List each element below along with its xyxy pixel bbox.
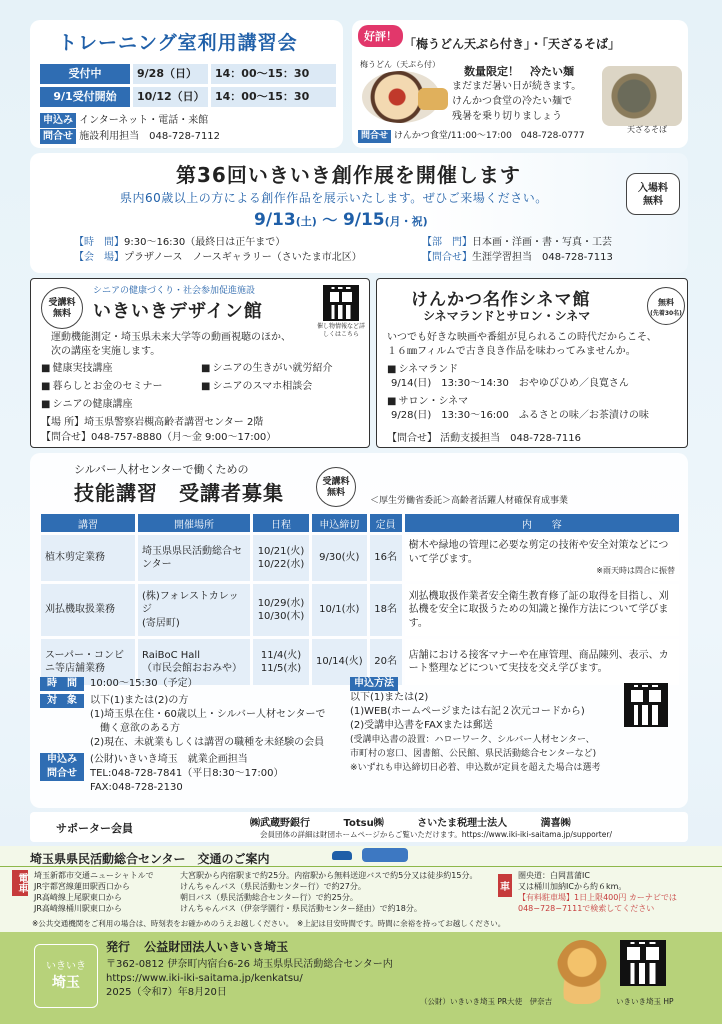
- access-section: [0, 846, 722, 942]
- cinema-salon-line: 9/28(日) 13:30～16:00 ふるさとの味／お茶漬けの味: [391, 410, 649, 421]
- footer-logo: [34, 944, 98, 1008]
- tempura-photo: [418, 88, 448, 110]
- skills-target-line: (1)埼玉県在住・60歳以上・シルバー人材センターで: [90, 709, 326, 720]
- table-header: 定員: [370, 514, 402, 532]
- cinema-fee-line-1: 無料: [658, 298, 674, 307]
- design-item: ■ シニアの生きがい就労紹介: [201, 361, 332, 377]
- cinema-fee-badge: [647, 287, 685, 325]
- footer-mascot-caption: （公財）いきいき埼玉 PR大使 伊奈吉: [420, 997, 553, 1006]
- design-fee-badge: [41, 287, 83, 329]
- exhibition-time-value: 9:30～16:30（最終日は正午まで）: [124, 237, 286, 248]
- skills-target-line: 以下(1)または(2)の方: [90, 695, 189, 706]
- skills-fee-line-2: 無料: [326, 488, 345, 498]
- skills-contact-line: TEL:048-728-7841（平日8:30～17:00）: [90, 768, 284, 779]
- place-cell: (株)フォレストカレッジ (寄居町): [138, 584, 250, 636]
- training-row-label: 9/1受付開始: [40, 87, 130, 107]
- exhibition-dept-label: 【部 門】: [422, 237, 472, 248]
- skills-qr-code[interactable]: [624, 683, 668, 727]
- skills-method-line: 市町村の窓口、図書館、公民館、県民活動総合センターなど): [350, 749, 597, 759]
- udon-line-1: 数量限定！ 冷たい麺: [464, 65, 574, 78]
- capacity-cell: 18名: [370, 584, 402, 636]
- skills-method-line: (1)WEB(ホームページまたは右記２次元コードから): [350, 706, 585, 717]
- bus-line: けんちゃんバス（県民活動センター行）で約27分。: [180, 882, 366, 891]
- capacity-cell: 20名: [370, 639, 402, 685]
- content-cell: 刈払機取扱作業者安全衛生教育修了証の取得を目指し、刈払機を安全に取扱うための知識と操作方法について学びます。: [405, 584, 679, 636]
- design-qr-note: 催し物情報など詳しくはこちら: [317, 323, 366, 338]
- skills-commission: ＜厚生労働省委託＞高齢者活躍人材確保育成事業: [370, 496, 569, 506]
- bus-line: けんちゃんバス（伊奈学園行・県民活動センター経由）で約18分。: [180, 904, 422, 913]
- date-cell: 11/4(火) 11/5(水): [253, 639, 309, 685]
- skills-contact-label-1: 申込み: [47, 754, 77, 765]
- cinema-section: [376, 278, 688, 448]
- place-cell: RaiBoC Hall （市民会館おおみや）: [138, 639, 250, 685]
- exhibition-fee-line-1: 入場料: [638, 183, 668, 194]
- skills-kicker: シルバー人材センターで働くための: [74, 463, 249, 476]
- skills-contact-label: [40, 753, 84, 781]
- table-header: 内 容: [405, 514, 679, 532]
- exhibition-fee-line-2: 無料: [643, 196, 663, 207]
- access-title: 埼玉県県民活動総合センター 交通のご案内: [30, 852, 270, 866]
- skills-contact-line: (公財)いきいき埼玉 就業企画担当: [90, 754, 248, 765]
- udon-caption-1: 梅うどん（天ぷら付）: [360, 60, 440, 69]
- supporters-label: サポーター会員: [56, 822, 133, 835]
- design-item: ■ シニアの健康講座: [41, 397, 132, 413]
- supporter-name: Totsu㈱: [343, 818, 384, 829]
- exhibition-date-end: 9/15: [342, 210, 385, 230]
- train-line: JR高崎線上尾駅東口から: [34, 893, 122, 902]
- car-label: 車: [498, 874, 512, 897]
- soba-photo: [602, 66, 682, 126]
- deadline-cell: 9/30(火): [312, 535, 367, 581]
- training-contact-value: 施設利用担当 048-728-7112: [79, 131, 221, 142]
- skills-target-label: 対 象: [40, 694, 84, 708]
- mascot-image: [556, 940, 608, 1004]
- skills-method-line: 以下(1)または(2): [350, 692, 429, 703]
- design-fee-line-1: 受講料: [48, 298, 76, 308]
- supporter-name: さいたま税理士法人: [417, 818, 508, 829]
- design-desc-2: 次の講座を実施します。: [51, 346, 161, 357]
- design-title: いきいきデザイン館: [93, 301, 263, 322]
- cinema-contact: 【問合せ】 活動支援担当 048-728-7116: [387, 433, 582, 444]
- date-cell: 10/29(水) 10/30(木): [253, 584, 309, 636]
- exhibition-venue-label: 【会 場】: [74, 252, 124, 263]
- exhibition-day-start: (土): [295, 215, 317, 228]
- design-desc-1: 運動機能測定・埼玉県未来大学等の動画視聴のほか、: [51, 332, 291, 343]
- car-line: 又は桶川加納ICから約６km。: [518, 882, 627, 891]
- skills-time-label: 時 間: [40, 677, 84, 691]
- supporters-note: 会員団体の詳細は財団ホームページからご覧いただけます。https://www.iki-iki-saitama.jp/supporter/: [260, 830, 612, 839]
- skills-method-line: ※いずれも申込締切日必着、申込数が定員を超えた場合は選考: [350, 763, 601, 773]
- car-line: 【有料駐車場】1日上限400円 カーナビでは: [518, 893, 677, 902]
- train-line: JR宇都宮線蓮田駅西口から: [34, 882, 130, 891]
- footer-logo-text-1: いきいき: [46, 961, 86, 972]
- date-cell: 10/21(火) 10/22(水): [253, 535, 309, 581]
- training-row-label: 受付中: [40, 64, 130, 84]
- exhibition-title: 第36回いきいき創作展を開催します: [176, 163, 521, 187]
- design-qr-code[interactable]: [323, 285, 359, 321]
- exhibition-subtitle: 県内60歳以上の方による創作作品を展示いたします。ぜひご来場ください。: [120, 191, 548, 205]
- training-row-time: 14：00～15：30: [211, 87, 336, 107]
- table-header: 開催場所: [138, 514, 250, 532]
- content-cell: [405, 535, 679, 581]
- footer-hp-qr-code[interactable]: [620, 940, 666, 986]
- supporter-name: 満喜㈱: [540, 818, 571, 829]
- udon-line-4: 残暑を乗り切りましょう: [452, 111, 562, 122]
- content-text: 樹木や緑地の管理に必要な剪定の技術や安全対策などについて学びます。: [408, 540, 669, 565]
- train-icon: [362, 848, 408, 862]
- capacity-cell: 16名: [370, 535, 402, 581]
- train-label: 電車: [12, 870, 28, 896]
- udon-title: 「梅うどん天ぷら付き」・「天ざるそば」: [404, 37, 621, 51]
- cinema-salon-title: ■ サロン・シネマ: [387, 395, 649, 409]
- skills-section: [30, 453, 688, 808]
- footer: [0, 932, 722, 1024]
- bus-line: 朝日バス（県民活動総合センター行）で約25分。: [180, 893, 358, 902]
- footer-date: 2025（令和7）年8月20日: [106, 987, 227, 998]
- design-item: ■ 健康実技講座: [41, 361, 112, 377]
- table-header: 申込締切: [312, 514, 367, 532]
- exhibition-venue-value: プラザノース ノースギャラリー（さいたま市北区）: [124, 252, 362, 263]
- skills-time-value: 10:00～15:30（予定）: [90, 678, 198, 689]
- place-cell: 埼玉県県民活動総合センター: [138, 535, 250, 581]
- cinema-fee-line-2: (先着30名): [650, 310, 682, 317]
- udon-badge: 好評！: [358, 25, 403, 47]
- design-fee-line-2: 無料: [52, 309, 71, 319]
- course-cell: 植木剪定業務: [41, 535, 135, 581]
- design-place: 【場 所】埼玉県警察岩槻高齢者講習センター 2階: [41, 417, 264, 428]
- training-row: [40, 64, 336, 84]
- car-icon: [332, 851, 352, 860]
- skills-method-line: (受講申込書の設置：ハローワーク、シルバー人材センター、: [350, 735, 595, 745]
- exhibition-dept-value: 日本画・洋画・書・写真・工芸: [472, 237, 612, 248]
- udon-section: [352, 20, 688, 148]
- table-header: 講習: [41, 514, 135, 532]
- training-row-date: 10/12（日）: [133, 87, 208, 107]
- bus-line: 大宮駅から内宿駅まで約25分。内宿駅から無料送迎バスで約5分又は徒歩約15分。: [180, 871, 478, 880]
- design-item: ■ 暮らしとお金のセミナー: [41, 379, 162, 395]
- skills-method-line: (2)受講申込書をFAXまたは郵送: [350, 720, 493, 731]
- design-item: ■ シニアのスマホ相談会: [201, 379, 312, 395]
- content-cell: 店舗における接客マナーや在庫管理、商品陳列、表示、カート整理などについて実技を交え学びます。: [405, 639, 679, 685]
- cinema-desc-2: １６㎜フィルムで古き良き作品を味わってみませんか。: [387, 346, 636, 357]
- train-line: JR高崎線桶川駅東口から: [34, 904, 122, 913]
- skills-contact-line: FAX:048-728-2130: [90, 782, 183, 793]
- exhibition-contact-value: 生涯学習担当 048-728-7113: [472, 252, 613, 263]
- udon-caption-2: 天ざるそば: [627, 125, 667, 134]
- footer-url[interactable]: https://www.iki-iki-saitama.jp/kenkatsu/: [106, 973, 303, 984]
- footer-logo-text-2: 埼玉: [52, 975, 80, 991]
- udon-contact-value: けんかつ食堂/11:00～17:00 048-728-0777: [393, 131, 585, 141]
- skills-method-label: 申込方法: [350, 677, 398, 691]
- udon-line-3: けんかつ食堂の冷たい麺で: [452, 96, 572, 107]
- table-row: [41, 535, 679, 581]
- skills-target-line: 働く意欲のある方: [90, 723, 180, 734]
- cinema-subtitle: シネマランドとサロン・シネマ: [423, 309, 591, 323]
- exhibition-section: [30, 153, 688, 273]
- training-apply-value: インターネット・電話・来館: [79, 115, 209, 126]
- footer-publisher-label: 発行: [106, 940, 131, 954]
- exhibition-day-end: (月・祝): [384, 215, 428, 228]
- training-row: [40, 87, 336, 107]
- training-apply-label: 申込み: [40, 113, 76, 128]
- footer-publisher: 公益財団法人いきいき埼玉: [144, 940, 289, 954]
- exhibition-date-sep: ～: [322, 211, 338, 229]
- footer-hp-caption: いきいき埼玉 HP: [616, 997, 674, 1006]
- exhibition-time-label: 【時 間】: [74, 237, 124, 248]
- udon-line-2: まだまだ暑い日が続きます。: [452, 81, 582, 92]
- table-row: [41, 584, 679, 636]
- exhibition-contact-label: 【問合せ】: [422, 252, 472, 263]
- supporter-name: ㈱武蔵野銀行: [250, 818, 310, 829]
- training-title: トレーニング室利用講習会: [58, 32, 298, 54]
- deadline-cell: 10/1(水): [312, 584, 367, 636]
- design-section: [30, 278, 370, 448]
- design-contact: 【問合せ】048-757-8880（月～金 9:00～17:00）: [41, 432, 277, 443]
- table-header: 日程: [253, 514, 309, 532]
- skills-target-line: (2)現在、未就業もしくは講習の職種を未経験の会員: [90, 737, 325, 748]
- train-line: 埼玉新都市交通ニューシャトルで: [34, 871, 154, 880]
- deadline-cell: 10/14(火): [312, 639, 367, 685]
- training-row-time: 14：00～15：30: [211, 64, 336, 84]
- car-line: 圏央道：白岡菖蒲IC: [518, 871, 590, 880]
- training-contact-label: 問合せ: [40, 129, 76, 144]
- skills-fee-line-1: 受講料: [322, 477, 350, 487]
- udon-contact-label: 問合せ: [358, 130, 391, 143]
- content-note: ※雨天時は問合に振替: [596, 566, 675, 576]
- design-kicker: シニアの健康づくり・社会参加促進施設: [93, 286, 256, 296]
- course-cell: スーパー・コンビニ等店舗業務: [41, 639, 135, 685]
- skills-title: 技能講習 受講者募集: [74, 481, 284, 505]
- course-cell: 刈払機取扱業務: [41, 584, 135, 636]
- footer-address: 〒362-0812 伊奈町内宿台6-26 埼玉県県民活動総合センター内: [106, 959, 393, 970]
- exhibition-date-start: 9/13: [254, 210, 296, 230]
- cinema-land-title: ■ シネマランド: [387, 363, 649, 377]
- cinema-land-line: 9/14(日) 13:30～14:30 おやゆびひめ／良寛さん: [391, 378, 629, 389]
- cinema-title: けんかつ名作シネマ館: [411, 290, 591, 310]
- exhibition-fee-badge: [626, 173, 680, 215]
- access-note: ※公共交通機関をご利用の場合は、時刻表をお確かめのうえお越しください。 ※上記は目安時間です。時間に余裕を持ってお越しください。: [32, 919, 506, 928]
- exhibition-dates: [254, 209, 428, 230]
- training-row-date: 9/28（日）: [133, 64, 208, 84]
- training-section: [30, 20, 343, 148]
- skills-table: [38, 511, 682, 688]
- supporters-section: [30, 812, 688, 842]
- skills-fee-badge: [316, 467, 356, 507]
- skills-contact-label-2: 問合せ: [47, 768, 77, 779]
- cinema-desc-1: いつでも好きな映画や番組が見られるこの時代だからこそ、: [387, 332, 657, 343]
- car-line: 048−728−7111で検索してください: [518, 904, 655, 913]
